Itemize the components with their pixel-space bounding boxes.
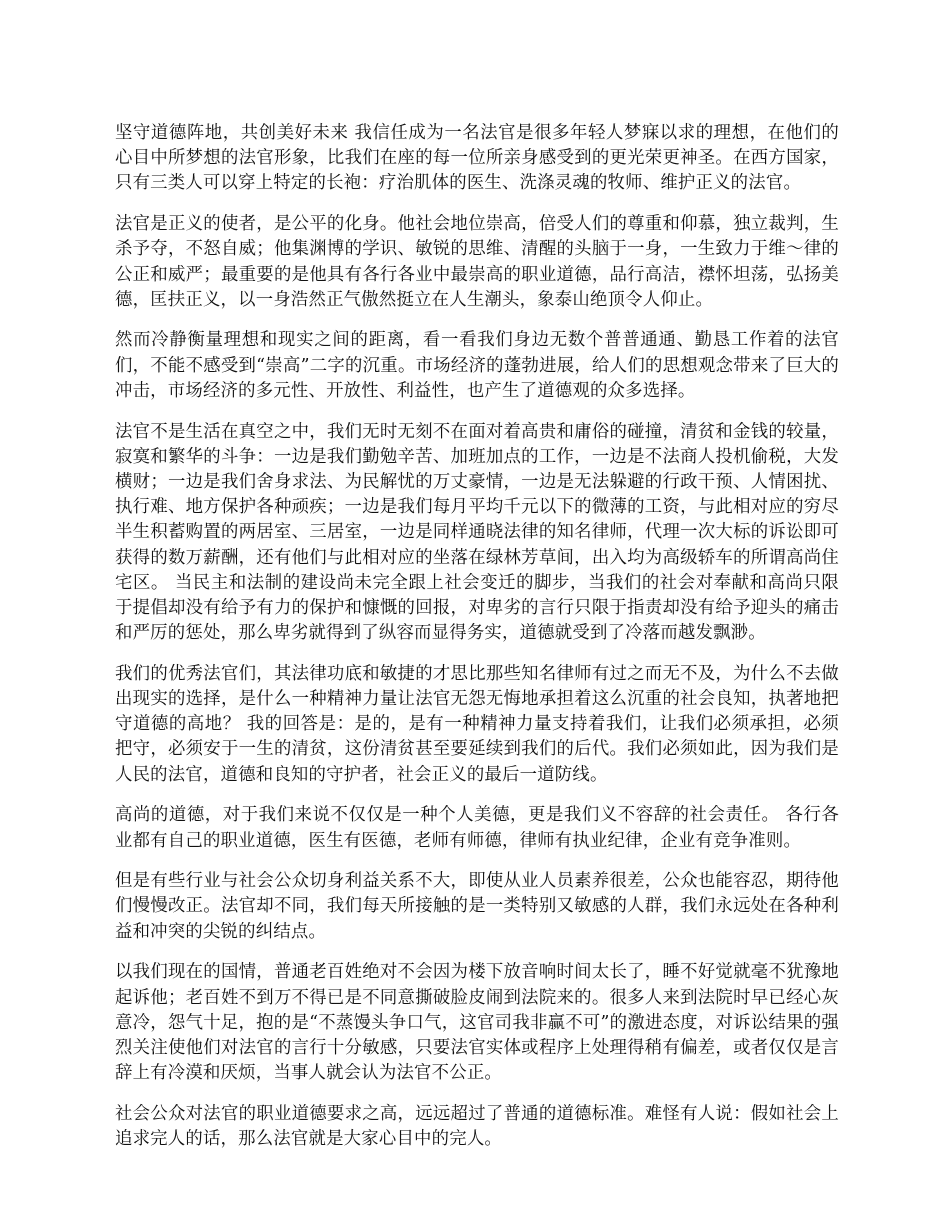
paragraph: 坚守道德阵地，共创美好未来 我信任成为一名法官是很多年轻人梦寐以求的理想，在他们的心目中所梦想的法官形象，比我们在座的每一位所亲身感受到的更光荣更神圣。在西方国家，只有三类人可以穿上特定的长袍：疗治肌体的医生、洗涤灵魂的牧师、维护正义的法官。 — [115, 123, 839, 194]
paragraph: 高尚的道德，对于我们来说不仅仅是一种个人美德，更是我们义不容辞的社会责任。 各行各业都有自己的职业道德，医生有医德，老师有师德，律师有执业纪律，企业有竞争准则。 — [115, 805, 839, 851]
paragraph: 然而冷静衡量理想和现实之间的距离，看一看我们身边无数个普普通通、勤恳工作着的法官们，不能不感受到“崇高”二字的沉重。市场经济的蓬勃进展，给人们的思想观念带来了巨大的冲击，市场经济的多元性、开放性、利益性，也产生了道德观的众多选择。 — [115, 330, 839, 401]
document-body — [115, 121, 839, 1168]
paragraph: 法官是正义的使者，是公平的化身。他社会地位崇高，倍受人们的尊重和仰慕，独立裁判，生杀予夺，不怒自威；他集渊博的学识、敏锐的思维、清醒的头脑于一身，一生致力于维～律的公正和威严；最重要的是他具有各行各业中最崇高的职业道德，品行高洁，襟怀坦荡，弘扬美德，匡扶正义，以一身浩然正气傲然挺立在人生潮头，象泰山绝顶令人仰止。 — [115, 214, 839, 310]
paragraph: 以我们现在的国情，普通老百姓绝对不会因为楼下放音响时间太长了，睡不好觉就毫不犹豫地起诉他；老百姓不到万不得已是不同意撕破脸皮闹到法院来的。很多人来到法院时早已经心灰意冷，怨气十足，抱的是“不蒸馒头争口气，这官司我非赢不可”的激进态度，对诉讼结果的强烈关注使他们对法官的言行十分敏感，只要法官实体或程序上处理得稍有偏差，或者仅仅是言辞上有冷漠和厌烦，当事人就会认为法官不公正。 — [115, 962, 839, 1084]
paragraph: 社会公众对法官的职业道德要求之高，远远超过了普通的道德标准。难怪有人说：假如社会上追求完人的话，那么法官就是大家心目中的完人。 — [115, 1103, 839, 1150]
paragraph: 法官不是生活在真空之中，我们无时无刻不在面对着高贵和庸俗的碰撞，清贫和金钱的较量，寂寞和繁华的斗争：一边是我们勤勉辛苦、加班加点的工作，一边是不法商人投机偷税，大发横财；一边是我们舍身求法、为民解忧的万丈豪情，一边是无法躲避的行政干预、人情困扰、执行难、地方保护各种顽疾；一边是我们每月平均千元以下的微薄的工资，与此相对应的穷尽半生积蓄购置的两居室、三居室，一边是同样通晓法律的知名律师，代理一次大标的诉讼即可获得的数万薪酬，还有他们与此相对应的坐落在绿林芳草间，出入均为高级轿车的所谓高尚住宅区。 当民主和法制的建设尚未完全跟上社会变迁的脚步，当我们的社会对奉献和高尚只限于提倡却没有给予有力的保护和慷慨的回报，对卑劣的言行只限于指责却没有给予迎头的痛击和严厉的惩处，那么卑劣就得到了纵容而显得务实，道德就受到了冷落而越发飘渺。 — [115, 421, 839, 644]
paragraph: 但是有些行业与社会公众切身利益关系不大，即使从业人员素养很差，公众也能容忍，期待他们慢慢改正。法官却不同，我们每天所接触的是一类特别又敏感的人群，我们永远处在各种利益和冲突的尖锐的纠结点。 — [115, 871, 839, 942]
paragraph: 我们的优秀法官们，其法律功底和敏捷的才思比那些知名律师有过之而无不及，为什么不去做出现实的选择，是什么一种精神力量让法官无怨无悔地承担着这么沉重的社会良知，执著地把守道德的高地？ 我的回答是：是的，是有一种精神力量支持着我们，让我们必须承担，必须把守，必须安于一生的清贫，这份清贫甚至要延续到我们的后代。我们必须如此，因为我们是人民的法官，道德和良知的守护者，社会正义的最后一道防线。 — [115, 663, 839, 785]
